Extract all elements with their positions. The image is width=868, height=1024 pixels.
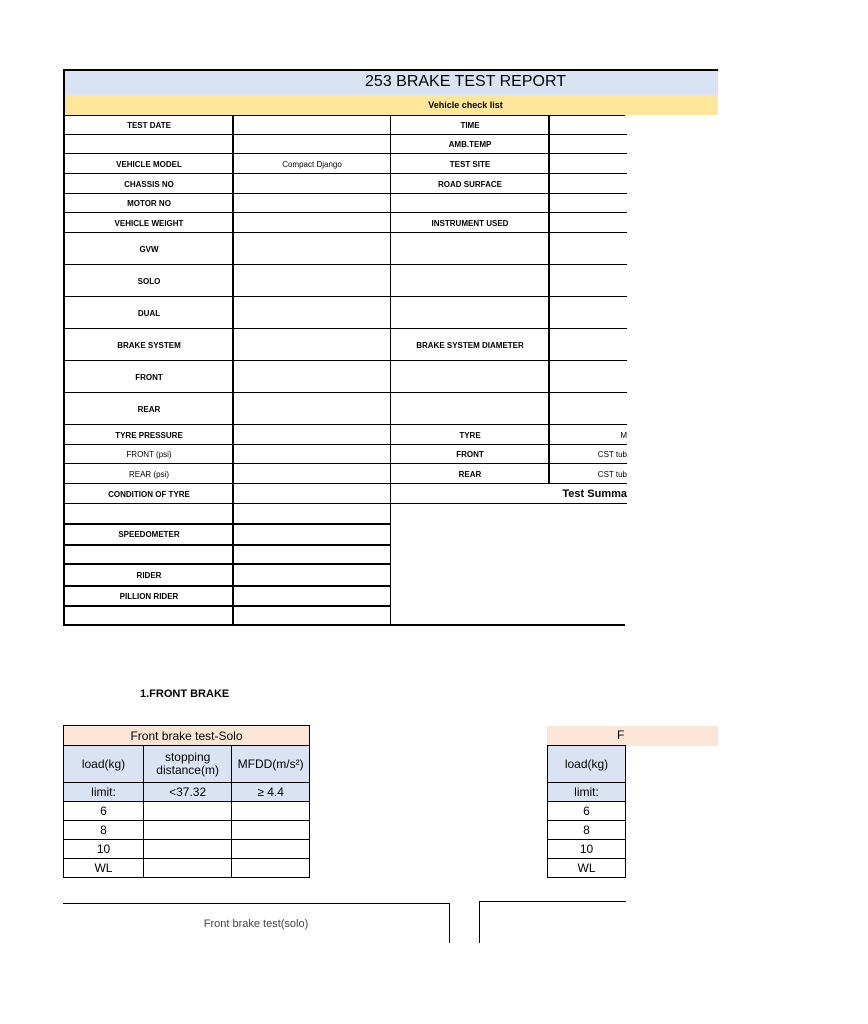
field-label: VEHICLE WEIGHT (114, 218, 184, 228)
header-mfdd: MFDD(m/s²) (232, 746, 310, 783)
field-label (65, 606, 233, 625)
field-value[interactable] (233, 135, 391, 154)
field-value[interactable] (233, 233, 391, 265)
field-value[interactable] (549, 154, 627, 174)
field-label: BRAKE SYSTEM DIAMETER (416, 340, 524, 350)
field-label: FRONT (135, 372, 163, 382)
field-label: RIDER (136, 570, 162, 580)
field-value[interactable] (233, 524, 391, 545)
field-value[interactable] (233, 265, 391, 297)
checklist-subtitle: Vehicle check list (428, 100, 503, 110)
table-caption: Front brake test-Solo (64, 726, 310, 746)
field-label: VEHICLE MODEL (116, 159, 182, 169)
limit-label: limit: (548, 783, 626, 802)
field-value[interactable] (549, 297, 627, 329)
field-value[interactable]: M (620, 430, 627, 440)
checklist-row (65, 116, 627, 135)
checklist-row (65, 213, 627, 233)
field-value[interactable] (233, 393, 391, 425)
load-value: WL (64, 859, 144, 878)
field-value[interactable] (233, 213, 391, 233)
chart-title: Front brake test(solo) (203, 918, 309, 930)
report-title: 253 BRAKE TEST REPORT (365, 73, 566, 90)
field-value[interactable]: Compact Django (282, 159, 342, 169)
checklist-row (65, 154, 627, 174)
checklist-row (65, 464, 627, 484)
checklist-row (65, 606, 627, 625)
mfdd-cell[interactable] (232, 802, 310, 821)
stopping-distance-cell[interactable] (143, 859, 231, 878)
checklist-row (65, 545, 627, 564)
field-label: GVW (139, 244, 159, 254)
field-value[interactable] (233, 425, 391, 445)
mfdd-cell[interactable] (232, 840, 310, 859)
field-value[interactable] (549, 393, 627, 425)
field-value[interactable] (233, 361, 391, 393)
field-value[interactable] (233, 464, 391, 484)
field-label: FRONT (psi) (126, 450, 172, 459)
field-label (391, 393, 549, 425)
stopping-distance-cell[interactable] (143, 840, 231, 859)
field-label (65, 545, 233, 564)
header-load: load(kg) (548, 746, 626, 783)
field-label: MOTOR NO (127, 199, 171, 208)
checklist-row (65, 233, 627, 265)
checklist-row (65, 174, 627, 194)
field-label: TEST DATE (127, 121, 171, 130)
checklist-row (65, 297, 627, 329)
table-row (64, 840, 310, 859)
stopping-distance-cell[interactable] (143, 802, 231, 821)
header-load: load(kg) (64, 746, 144, 783)
checklist-row (65, 524, 627, 545)
header-stopping-distance: stopping distance(m) (143, 746, 231, 783)
field-value[interactable] (549, 265, 627, 297)
field-value[interactable] (233, 545, 391, 564)
field-label: PILLION RIDER (119, 591, 179, 601)
field-value[interactable] (233, 606, 391, 625)
front-brake-solo-table (63, 725, 310, 878)
stopping-distance-cell[interactable] (143, 821, 231, 840)
field-label: REAR (137, 404, 161, 414)
table-row (64, 821, 310, 840)
field-label: SPEEDOMETER (118, 530, 180, 539)
mfdd-cell[interactable] (232, 821, 310, 840)
table-row (64, 859, 310, 878)
field-label (391, 297, 549, 329)
field-label (391, 265, 549, 297)
field-label: TEST SITE (449, 159, 491, 169)
limit-label: limit: (64, 783, 144, 802)
load-value: 10 (548, 840, 626, 859)
load-value: 6 (548, 802, 626, 821)
field-value[interactable]: CST tub (597, 450, 627, 459)
field-value[interactable] (233, 329, 391, 361)
field-label (391, 233, 549, 265)
field-label: AMB.TEMP (448, 140, 492, 149)
field-label: BRAKE SYSTEM (117, 340, 181, 350)
second-brake-table (547, 745, 626, 878)
load-value: 8 (548, 821, 626, 840)
field-label: TYRE (459, 430, 481, 440)
field-value[interactable] (549, 213, 627, 233)
checklist-row (65, 484, 627, 504)
field-value[interactable] (233, 116, 391, 135)
field-value[interactable]: CST tub (597, 469, 627, 479)
field-label (65, 135, 233, 154)
checklist-row (65, 265, 627, 297)
field-value[interactable] (233, 445, 391, 464)
field-label: FRONT (456, 450, 484, 459)
checklist-row (65, 361, 627, 393)
field-label: SOLO (137, 276, 161, 286)
checklist-row (65, 586, 627, 606)
field-label (391, 194, 549, 213)
field-value[interactable] (233, 297, 391, 329)
second-table-caption: F (617, 728, 625, 742)
field-label (391, 361, 549, 393)
checklist-row (65, 504, 627, 524)
checklist-row (65, 393, 627, 425)
field-label: TIME (460, 121, 480, 130)
vehicle-checklist-table (63, 115, 625, 626)
field-label: INSTRUMENT USED (431, 218, 509, 228)
load-value: WL (548, 859, 626, 878)
second-chart-frame (479, 901, 626, 943)
limit-mfdd: ≥ 4.4 (232, 783, 310, 802)
field-label: CONDITION OF TYRE (108, 489, 190, 499)
mfdd-cell[interactable] (232, 859, 310, 878)
field-value[interactable] (233, 484, 391, 504)
checklist-row (65, 194, 627, 213)
front-brake-chart (63, 903, 450, 943)
field-label: ROAD SURFACE (437, 179, 502, 189)
field-value[interactable] (549, 329, 627, 361)
checklist-row (65, 445, 627, 464)
field-value[interactable] (233, 586, 391, 606)
section-heading: 1.FRONT BRAKE (140, 688, 230, 700)
field-value[interactable] (233, 504, 391, 524)
field-label: TYRE PRESSURE (115, 430, 183, 440)
field-value[interactable] (549, 194, 627, 213)
column-divider (548, 116, 550, 484)
field-label: REAR (458, 469, 482, 479)
load-value: 10 (64, 840, 144, 859)
checklist-row (65, 329, 627, 361)
field-label: DUAL (137, 308, 161, 318)
field-value[interactable] (549, 361, 627, 393)
column-divider (232, 116, 234, 625)
field-label: CHASSIS NO (124, 179, 174, 189)
field-value[interactable] (549, 116, 627, 135)
field-label (65, 504, 233, 524)
field-label: REAR (psi) (128, 469, 169, 479)
column-divider (390, 116, 391, 625)
second-table-caption-bar (547, 726, 718, 746)
limit-stopping-distance: <37.32 (143, 783, 231, 802)
field-value[interactable] (549, 135, 627, 154)
load-value: 8 (64, 821, 144, 840)
load-value: 6 (64, 802, 144, 821)
checklist-row (65, 425, 627, 445)
field-label: Test Summa (562, 488, 627, 500)
field-value[interactable] (233, 194, 391, 213)
field-value[interactable] (233, 564, 391, 586)
checklist-row (65, 564, 627, 586)
field-value[interactable] (233, 174, 391, 194)
table-row (64, 802, 310, 821)
field-value[interactable] (549, 233, 627, 265)
field-value[interactable] (549, 174, 627, 194)
checklist-row (65, 135, 627, 154)
